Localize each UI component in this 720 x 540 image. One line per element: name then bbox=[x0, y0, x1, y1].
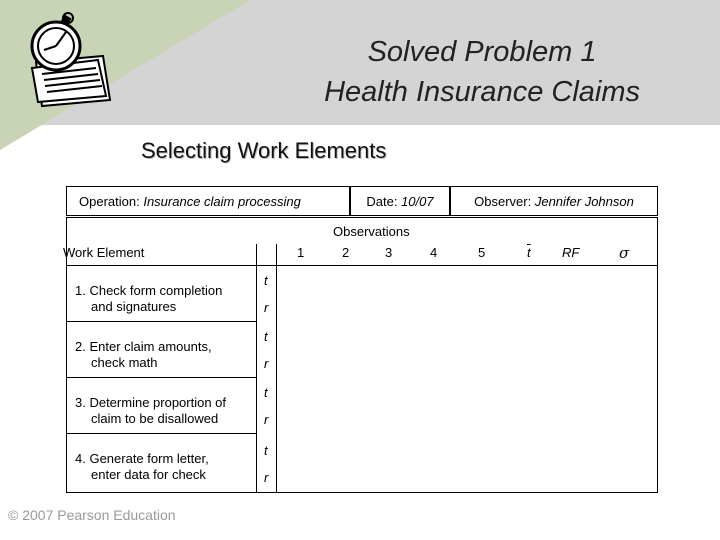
observations-label: Observations bbox=[333, 224, 410, 239]
row3-r: r bbox=[264, 412, 269, 427]
obs-4: 4 bbox=[430, 245, 438, 260]
title-line-2: Health Insurance Claims bbox=[324, 76, 640, 108]
page-title bbox=[324, 32, 640, 112]
work-element-3: 3. Determine proportion of claim to be disallowed bbox=[75, 395, 227, 426]
work-element-4: 4. Generate form letter, enter data for check bbox=[75, 451, 209, 482]
time-study-table bbox=[63, 217, 658, 493]
row2-t: t bbox=[264, 329, 268, 344]
header-divider bbox=[67, 265, 658, 266]
tr-divider bbox=[276, 244, 277, 493]
date-value: 10/07 bbox=[401, 193, 434, 209]
row-divider-1 bbox=[67, 321, 257, 322]
row-divider-2 bbox=[67, 377, 257, 378]
row4-r: r bbox=[264, 470, 269, 485]
work-element-1: 1. Check form completion and signatures bbox=[75, 283, 223, 314]
sigma-header: σ bbox=[619, 244, 630, 262]
obs-1: 1 bbox=[297, 245, 305, 260]
row4-t: t bbox=[264, 443, 268, 458]
clipboard-stopwatch-icon bbox=[18, 10, 118, 110]
tbar-header: $\overline{t}$ bbox=[527, 245, 531, 260]
work-element-divider bbox=[256, 244, 257, 493]
operation-label: Operation: bbox=[79, 193, 140, 209]
rf-header: RF bbox=[562, 245, 580, 260]
row1-r: r bbox=[264, 300, 269, 315]
observer-value: Jennifer Johnson bbox=[534, 193, 634, 209]
subtitle: Selecting Work Elements bbox=[141, 138, 387, 163]
observer-label: Observer: bbox=[474, 193, 532, 209]
row2-r: r bbox=[264, 356, 269, 371]
obs-3: 3 bbox=[385, 245, 393, 260]
date-label: Date: bbox=[366, 193, 398, 209]
title-line-1: Solved Problem 1 bbox=[367, 36, 597, 68]
operation-cell bbox=[66, 186, 350, 216]
work-element-2: 2. Enter claim amounts, check math bbox=[75, 339, 212, 370]
obs-2: 2 bbox=[342, 245, 350, 260]
row-divider-3 bbox=[67, 433, 257, 434]
operation-value: Insurance claim processing bbox=[143, 193, 301, 209]
copyright-footer: © 2007 Pearson Education bbox=[8, 507, 176, 523]
row1-t: t bbox=[264, 273, 268, 288]
obs-5: 5 bbox=[478, 245, 486, 260]
observer-cell bbox=[450, 186, 658, 216]
row3-t: t bbox=[264, 385, 268, 400]
work-element-header: Work Element bbox=[63, 245, 145, 260]
date-cell bbox=[350, 186, 450, 216]
